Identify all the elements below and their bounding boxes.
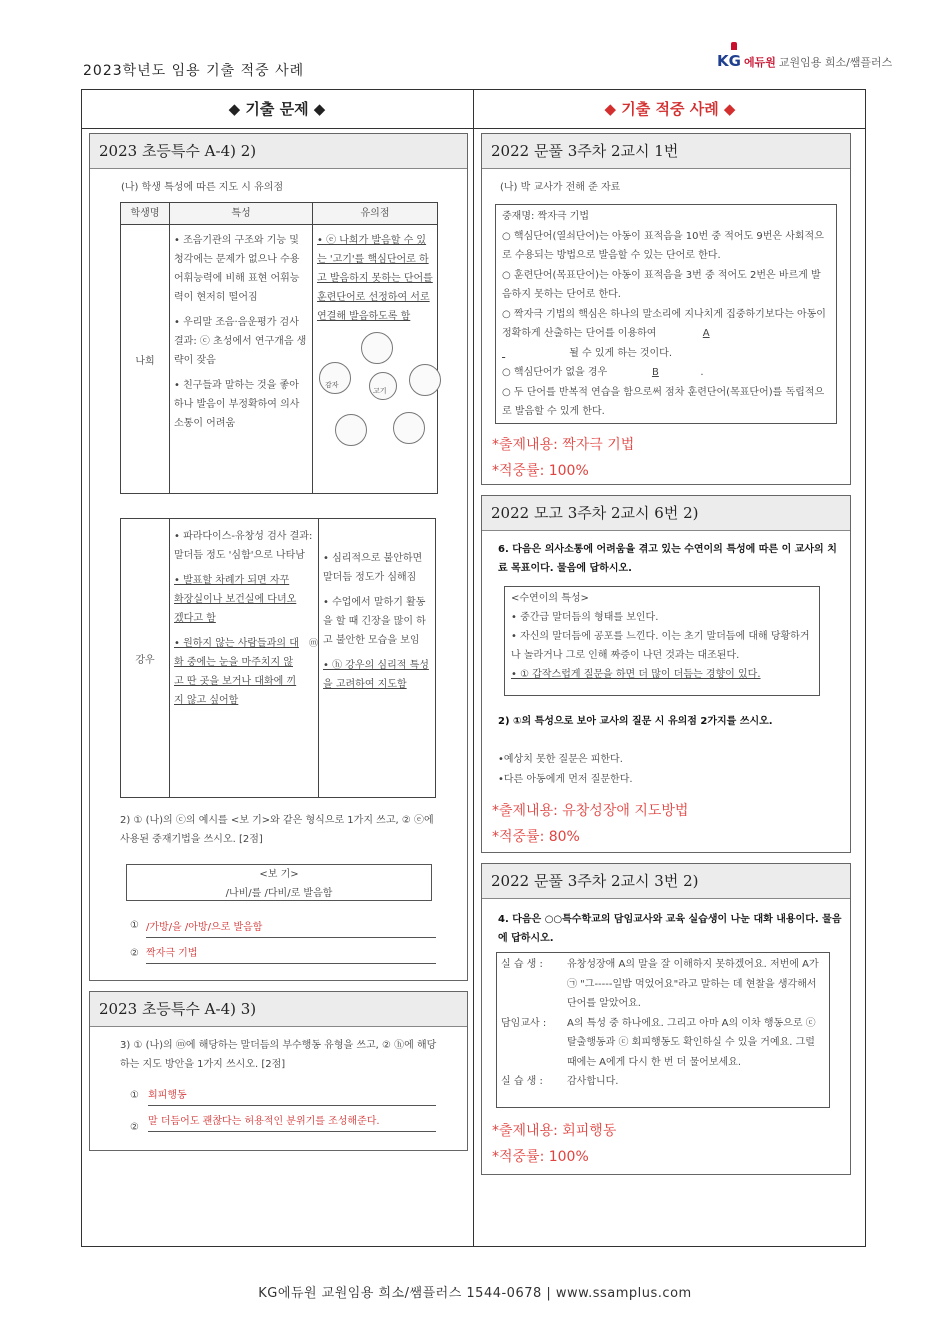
- student-traits: • 조음기관의 구조와 기능 및 청각에는 문제가 없으나 수용어휘능력에 비해 표현 어휘능력이 현저히 떨어짐 • 우리말 조음·음운평가 검사 결과: ⓒ 초성에서 연구개음 생략이 잦음 • 친구들과 말하는 것을 좋아하나 발음이 부정확하여 의사소통이 어려움: [170, 225, 313, 494]
- logo-mark-icon: [731, 42, 737, 50]
- picture-item-icon: [393, 412, 425, 444]
- bracket-mark: ⓜ: [308, 639, 318, 649]
- bogi-label: <보 기>: [255, 865, 302, 884]
- question-sub: 2) ①의 특성으로 보아 교사의 질문 시 유의점 2가지를 쓰시오.: [498, 716, 773, 727]
- answer-num: ①: [130, 1090, 139, 1101]
- picture-left-label: 감자: [325, 381, 339, 389]
- card-subtitle: (나) 박 교사가 전해 준 자료: [500, 182, 621, 193]
- table-head-name: 학생명: [121, 203, 170, 225]
- card-title: 2022 모고 3주차 2교시 6번 2): [482, 496, 850, 531]
- picture-item-icon: [335, 414, 367, 446]
- question-text: 3) ① (나)의 ⓜ에 해당하는 말더듬의 부수행동 유형을 쓰고, ② ⓗ에 해당하는 지도 방안을 1가지 쓰시오. [2점]: [120, 1040, 437, 1070]
- dialogue-line: 담임교사 : A의 특성 중 하나에요. 그리고 아마 A의 이차 행동으로 ⓒ 탈출행동과 ⓒ 회피행동도 확인하실 수 있을 거예요. 그럴 때에는 A에게 다시 한 번 더 물어보세요.: [501, 1017, 816, 1068]
- document-title: 2023학년도 임용 기출 적중 사례: [83, 63, 305, 79]
- bogi-text: /나비/를 /다비/로 발음함: [225, 888, 333, 899]
- brand-logo: [717, 52, 892, 70]
- highlight-content: *출제내용: 유창성장애 지도방법: [492, 803, 689, 819]
- right-card-1: [481, 133, 851, 485]
- answer-2: •다른 아동에게 먼저 질문한다.: [498, 774, 633, 785]
- trait-box: <수연이의 특성> • 중간급 말더듬의 형태를 보인다. • 자신의 말더듬에 공포를 느낀다. 이는 초기 말더듬에 대해 당황하거나 놀라거나 그로 인해 짜증이 나던 것과는 대조된다. • ① 갑작스럽게 질문을 하면 더 많이 더듬는 경향이 있다.: [504, 586, 820, 696]
- highlight-rate: *적중률: 80%: [492, 829, 580, 845]
- student-traits: • 파라다이스-유창성 검사 결과: 말더듬 정도 '심함'으로 나타남 • 발표할 차례가 되면 자꾸 화장실이나 보건실에 다녀오겠다고 함 • 원하지 않는 사람들과의 대화 중에는 눈을 마주치지 않고 딴 곳을 보거나 대화에 끼지 않고 싶어함 ⓜ: [170, 519, 319, 798]
- left-card-1: [89, 133, 468, 981]
- right-card-2: [481, 495, 851, 853]
- material-box: 중재명: 짝자극 기법 ○ 핵심단어(열쇠단어)는 아동이 표적음을 10번 중 적어도 9번은 사회적으로 수용되는 방법으로 발음할 수 있는 단어로 한다. ○ 훈련단어(목표단어)는 아동이 표적음을 3번 중 적어도 2번은 바르게 발음하지 못하는 단어로 한다. ○ 짝자극 기법의 핵심은 하나의 말소리에 지나치게 집중하기보다는 아동이 정확하게 산출하는 단어를 이용하여 A 될 수 있게 하는 것이다. ○ 핵심단어가 없을 경우 B . ○ 두 단어를 반복적 연습을 함으로써 점차 훈련단어(목표단어)를 독립적으로 발음할 수 있게 한다.: [495, 204, 837, 424]
- picture-item-icon: [409, 364, 441, 396]
- dialogue-line: 실 습 생 : 감사합니다.: [501, 1076, 619, 1087]
- logo-sub: 교원임용 희소/쌤플러스: [778, 56, 893, 69]
- question-main: 6. 다음은 의사소통에 어려움을 겪고 있는 수연이의 특성에 따른 이 교사의 치료 목표이다. 물음에 답하시오.: [498, 544, 837, 574]
- blank-a: A: [702, 328, 710, 339]
- card-subtitle: (나) 학생 특성에 따른 지도 시 유의점: [121, 182, 284, 193]
- trait-table-2: [120, 518, 436, 798]
- highlight-rate: *적중률: 100%: [492, 463, 589, 479]
- answer-num: ①: [130, 920, 139, 931]
- answer-1: 회피행동: [148, 1086, 436, 1106]
- student-note: • 심리적으로 불안하면 말더듬 정도가 심해짐 • 수업에서 말하기 활동을 할 때 긴장을 많이 하고 불안한 모습을 보임 • ⓗ 강우의 심리적 특성을 고려하여 지도함: [319, 519, 436, 798]
- table-head-trait: 특성: [170, 203, 313, 225]
- right-column-header: ◆ 기출 적중 사례 ◆: [604, 100, 736, 118]
- card-title: 2022 문풀 3주차 2교시 1번: [482, 134, 850, 169]
- card-title: 2022 문풀 3주차 2교시 3번 2): [482, 864, 850, 899]
- trait-table-1: [120, 202, 438, 494]
- logo-kg: KG: [717, 52, 741, 70]
- highlight-rate: *적중률: 100%: [492, 1149, 589, 1165]
- dialogue-line: 실 습 생 : 유창성장애 A의 말을 잘 이해하지 못하겠어요. 저번에 A가 ㉠ "그-----일밥 먹었어요"라고 말하는 데 현찰을 생각해서 단어를 알았어요.: [501, 959, 819, 1009]
- student-name: 강우: [121, 519, 170, 798]
- question-main: 4. 다음은 ○○특수학교의 담임교사와 교육 실습생이 나눈 대화 내용이다. 물음에 답하시오.: [498, 914, 842, 944]
- highlight-content: *출제내용: 짝자극 기법: [492, 437, 635, 453]
- blank-b: B: [651, 367, 659, 378]
- right-card-3: [481, 863, 851, 1175]
- answer-num: ②: [130, 1122, 139, 1133]
- left-card-2: [89, 991, 468, 1151]
- table-head-note: 유의점: [313, 203, 438, 225]
- answer-1: /가방/을 /아방/으로 발음함: [146, 918, 436, 938]
- answer-2: 말 더듬어도 괜찮다는 허용적인 분위기를 조성해준다.: [148, 1112, 436, 1132]
- student-note: • ⓔ 나희가 발음할 수 있는 '고기'를 핵심단어로 하고 발음하지 못하는 단어를 훈련단어로 선정하여 서로 연결해 발음하도록 함 고기 감자: [313, 225, 438, 494]
- header-divider: [81, 128, 866, 129]
- left-column-header: ◆ 기출 문제 ◆: [228, 100, 326, 118]
- answer-num: ②: [130, 948, 139, 959]
- word-picture: [317, 332, 433, 452]
- card-title: 2023 초등특수 A-4) 3): [90, 992, 467, 1027]
- picture-item-icon: [361, 332, 393, 364]
- question-text: 2) ① (나)의 ⓒ의 예시를 <보 기>와 같은 형식으로 1가지 쓰고, ② ⓔ에 사용된 중재기법을 쓰시오. [2점]: [120, 815, 434, 845]
- answer-1: •예상치 못한 질문은 피한다.: [498, 754, 623, 765]
- logo-edu: 에듀원: [743, 56, 776, 69]
- dialogue-box: [496, 952, 830, 1108]
- highlight-content: *출제내용: 회피행동: [492, 1123, 617, 1139]
- card-title: 2023 초등특수 A-4) 2): [90, 134, 467, 169]
- footer-contact: KG에듀원 교원임용 희소/쌤플러스 1544-0678 | www.ssamplus.com: [258, 1286, 692, 1301]
- answer-2: 짝자극 기법: [146, 944, 436, 964]
- student-name: 나희: [121, 225, 170, 494]
- bogi-box: [126, 864, 432, 901]
- picture-center-label: 고기: [373, 387, 387, 395]
- column-divider: [473, 89, 474, 1247]
